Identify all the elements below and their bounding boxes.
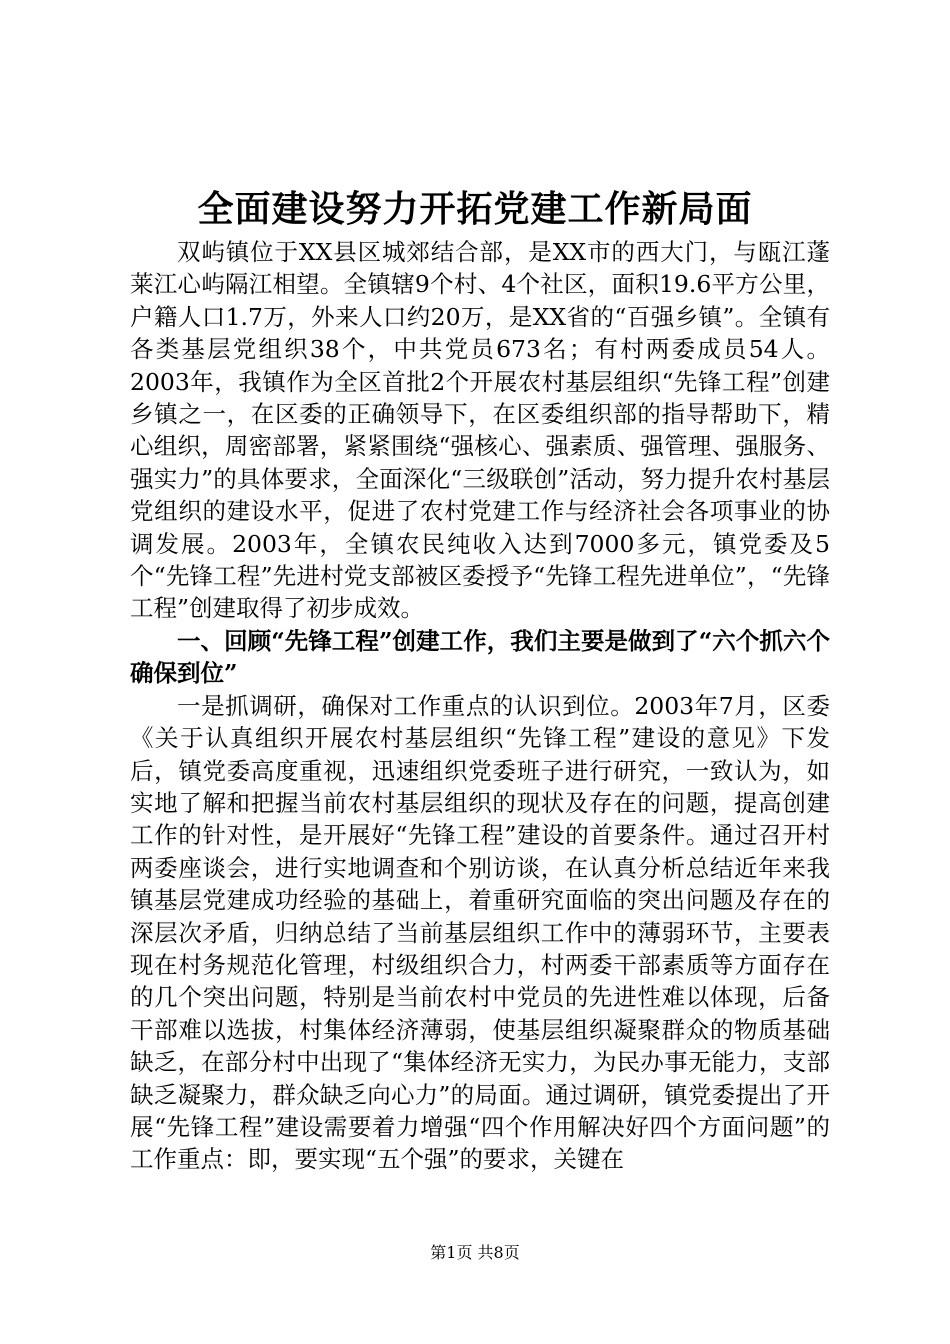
intro-paragraph: 双屿镇位于XX县区城郊结合部，是XX市的西大门，与瓯江蓬莱江心屿隔江相望。全镇辖9个村、4个社区，面积19.6平方公里，户籍人口1.7万，外来人口约20万，是XX省的“百强乡镇”。全镇有各类基层党组织38个，中共党员673名；有村两委成员54人。2003年，我镇作为全区首批2个开展农村基层组织“先锋工程”创建乡镇之一，在区委的正确领导下，在区委组织部的指导帮助下，精心组织，周密部署，紧紧围绕“强核心、强素质、强管理、强服务、强实力”的具体要求，全面深化“三级联创”活动，努力提升农村基层党组织的建设水平，促进了农村党建工作与经济社会各项事业的协调发展。2003年，全镇农民纯收入达到7000多元，镇党委及5个“先锋工程”先进村党支部被区委授予“先锋工程先进单位”，“先锋工程”创建取得了初步成效。: [130, 238, 830, 623]
page-number-footer: 第1页 共8页: [430, 1243, 520, 1262]
section-paragraph: 一是抓调研，确保对工作重点的认识到位。2003年7月，区委《关于认真组织开展农村基层组织“先锋工程”建设的意见》下发后，镇党委高度重视，迅速组织党委班子进行研究，一致认为，如实地了解和把握当前农村基层组织的现状及存在的问题，提高创建工作的针对性，是开展好“先锋工程”建设的首要条件。通过召开村两委座谈会，进行实地调查和个别访谈，在认真分析总结近年来我镇基层党建成功经验的基础上，着重研究面临的突出问题及存在的深层次矛盾，归纳总结了当前基层组织工作中的薄弱环节，主要表现在村务规范化管理，村级组织合力，村两委干部素质等方面存在的几个突出问题，特别是当前农村中党员的先进性难以体现，后备干部难以选拔，村集体经济薄弱，使基层组织凝聚群众的物质基础缺乏，在部分村中出现了“集体经济无实力，为民办事无能力，支部缺乏凝聚力，群众缺乏向心力”的局面。通过调研，镇党委提出了开展“先锋工程”建设需要着力增强“四个作用解决好四个方面问题”的工作重点：即，要实现“五个强”的要求，关键在: [130, 691, 830, 1174]
document-title: 全面建设努力开拓党建工作新局面: [197, 188, 753, 230]
document-body: [130, 236, 830, 1176]
section-heading: 一、回顾“先锋工程”创建工作，我们主要是做到了“六个抓六个确保到位”: [130, 626, 830, 688]
